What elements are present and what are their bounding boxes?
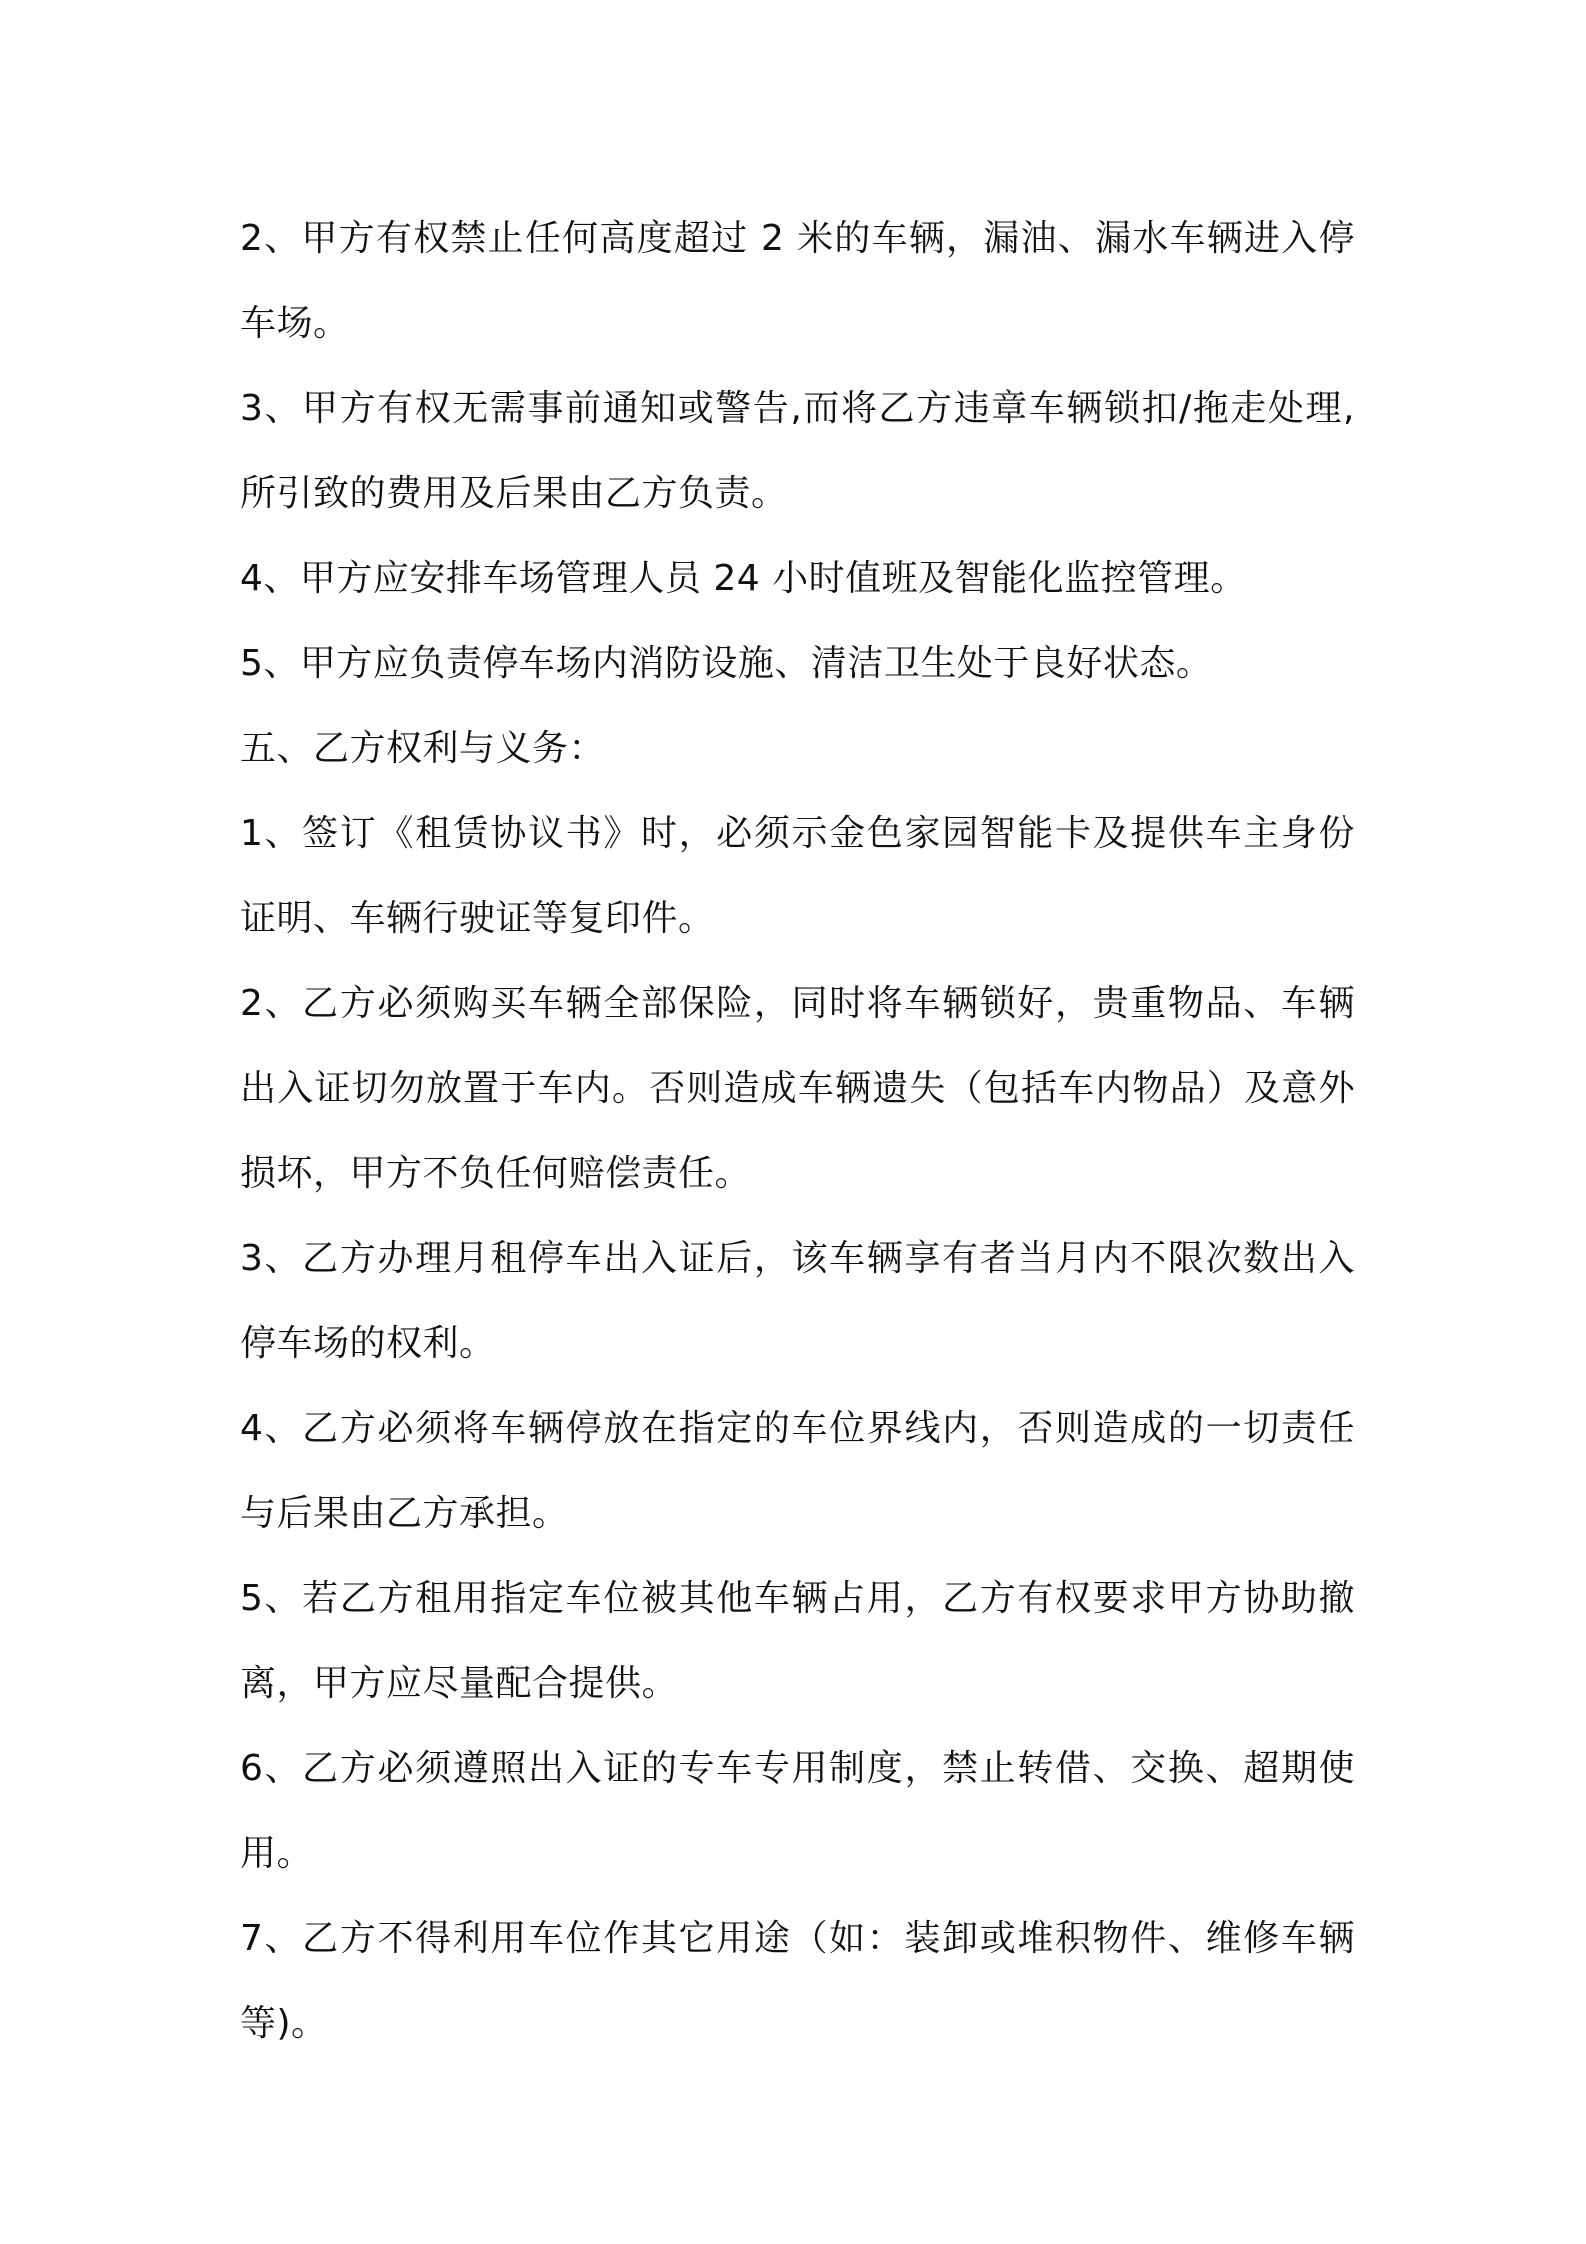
clause-b5-paragraph: 5、若乙方租用指定车位被其他车辆占用，乙方有权要求甲方协助撤离，甲方应尽量配合提供。 xyxy=(240,1578,1355,1704)
document-body xyxy=(240,196,1355,2066)
clause-a3-paragraph: 3、甲方有权无需事前通知或警告,而将乙方违章车辆锁扣/拖走处理,所引致的费用及后果由乙方负责。 xyxy=(240,388,1355,514)
clause-b1-paragraph: 1、签订《租赁协议书》时，必须示金色家园智能卡及提供车主身份证明、车辆行驶证等复印件。 xyxy=(240,813,1355,939)
clause-b2-paragraph: 2、乙方必须购买车辆全部保险，同时将车辆锁好，贵重物品、车辆出入证切勿放置于车内。否则造成车辆遗失（包括车内物品）及意外损坏，甲方不负任何赔偿责任。 xyxy=(240,983,1355,1194)
clause-b3-paragraph: 3、乙方办理月租停车出入证后，该车辆享有者当月内不限次数出入停车场的权利。 xyxy=(240,1238,1355,1364)
clause-b7-paragraph: 7、乙方不得利用车位作其它用途（如：装卸或堆积物件、维修车辆等)。 xyxy=(240,1918,1355,2044)
clause-b4-paragraph: 4、乙方必须将车辆停放在指定的车位界线内，否则造成的一切责任与后果由乙方承担。 xyxy=(240,1408,1355,1534)
clause-a5-paragraph: 5、甲方应负责停车场内消防设施、清洁卫生处于良好状态。 xyxy=(240,643,1213,684)
clause-a2-paragraph: 2、甲方有权禁止任何高度超过 2 米的车辆，漏油、漏水车辆进入停车场。 xyxy=(240,218,1355,344)
section-heading: 五、乙方权利与义务： xyxy=(240,728,606,769)
clause-a4-paragraph: 4、甲方应安排车场管理人员 24 小时值班及智能化监控管理。 xyxy=(240,558,1247,599)
clause-b6-paragraph: 6、乙方必须遵照出入证的专车专用制度，禁止转借、交换、超期使用。 xyxy=(240,1748,1355,1874)
